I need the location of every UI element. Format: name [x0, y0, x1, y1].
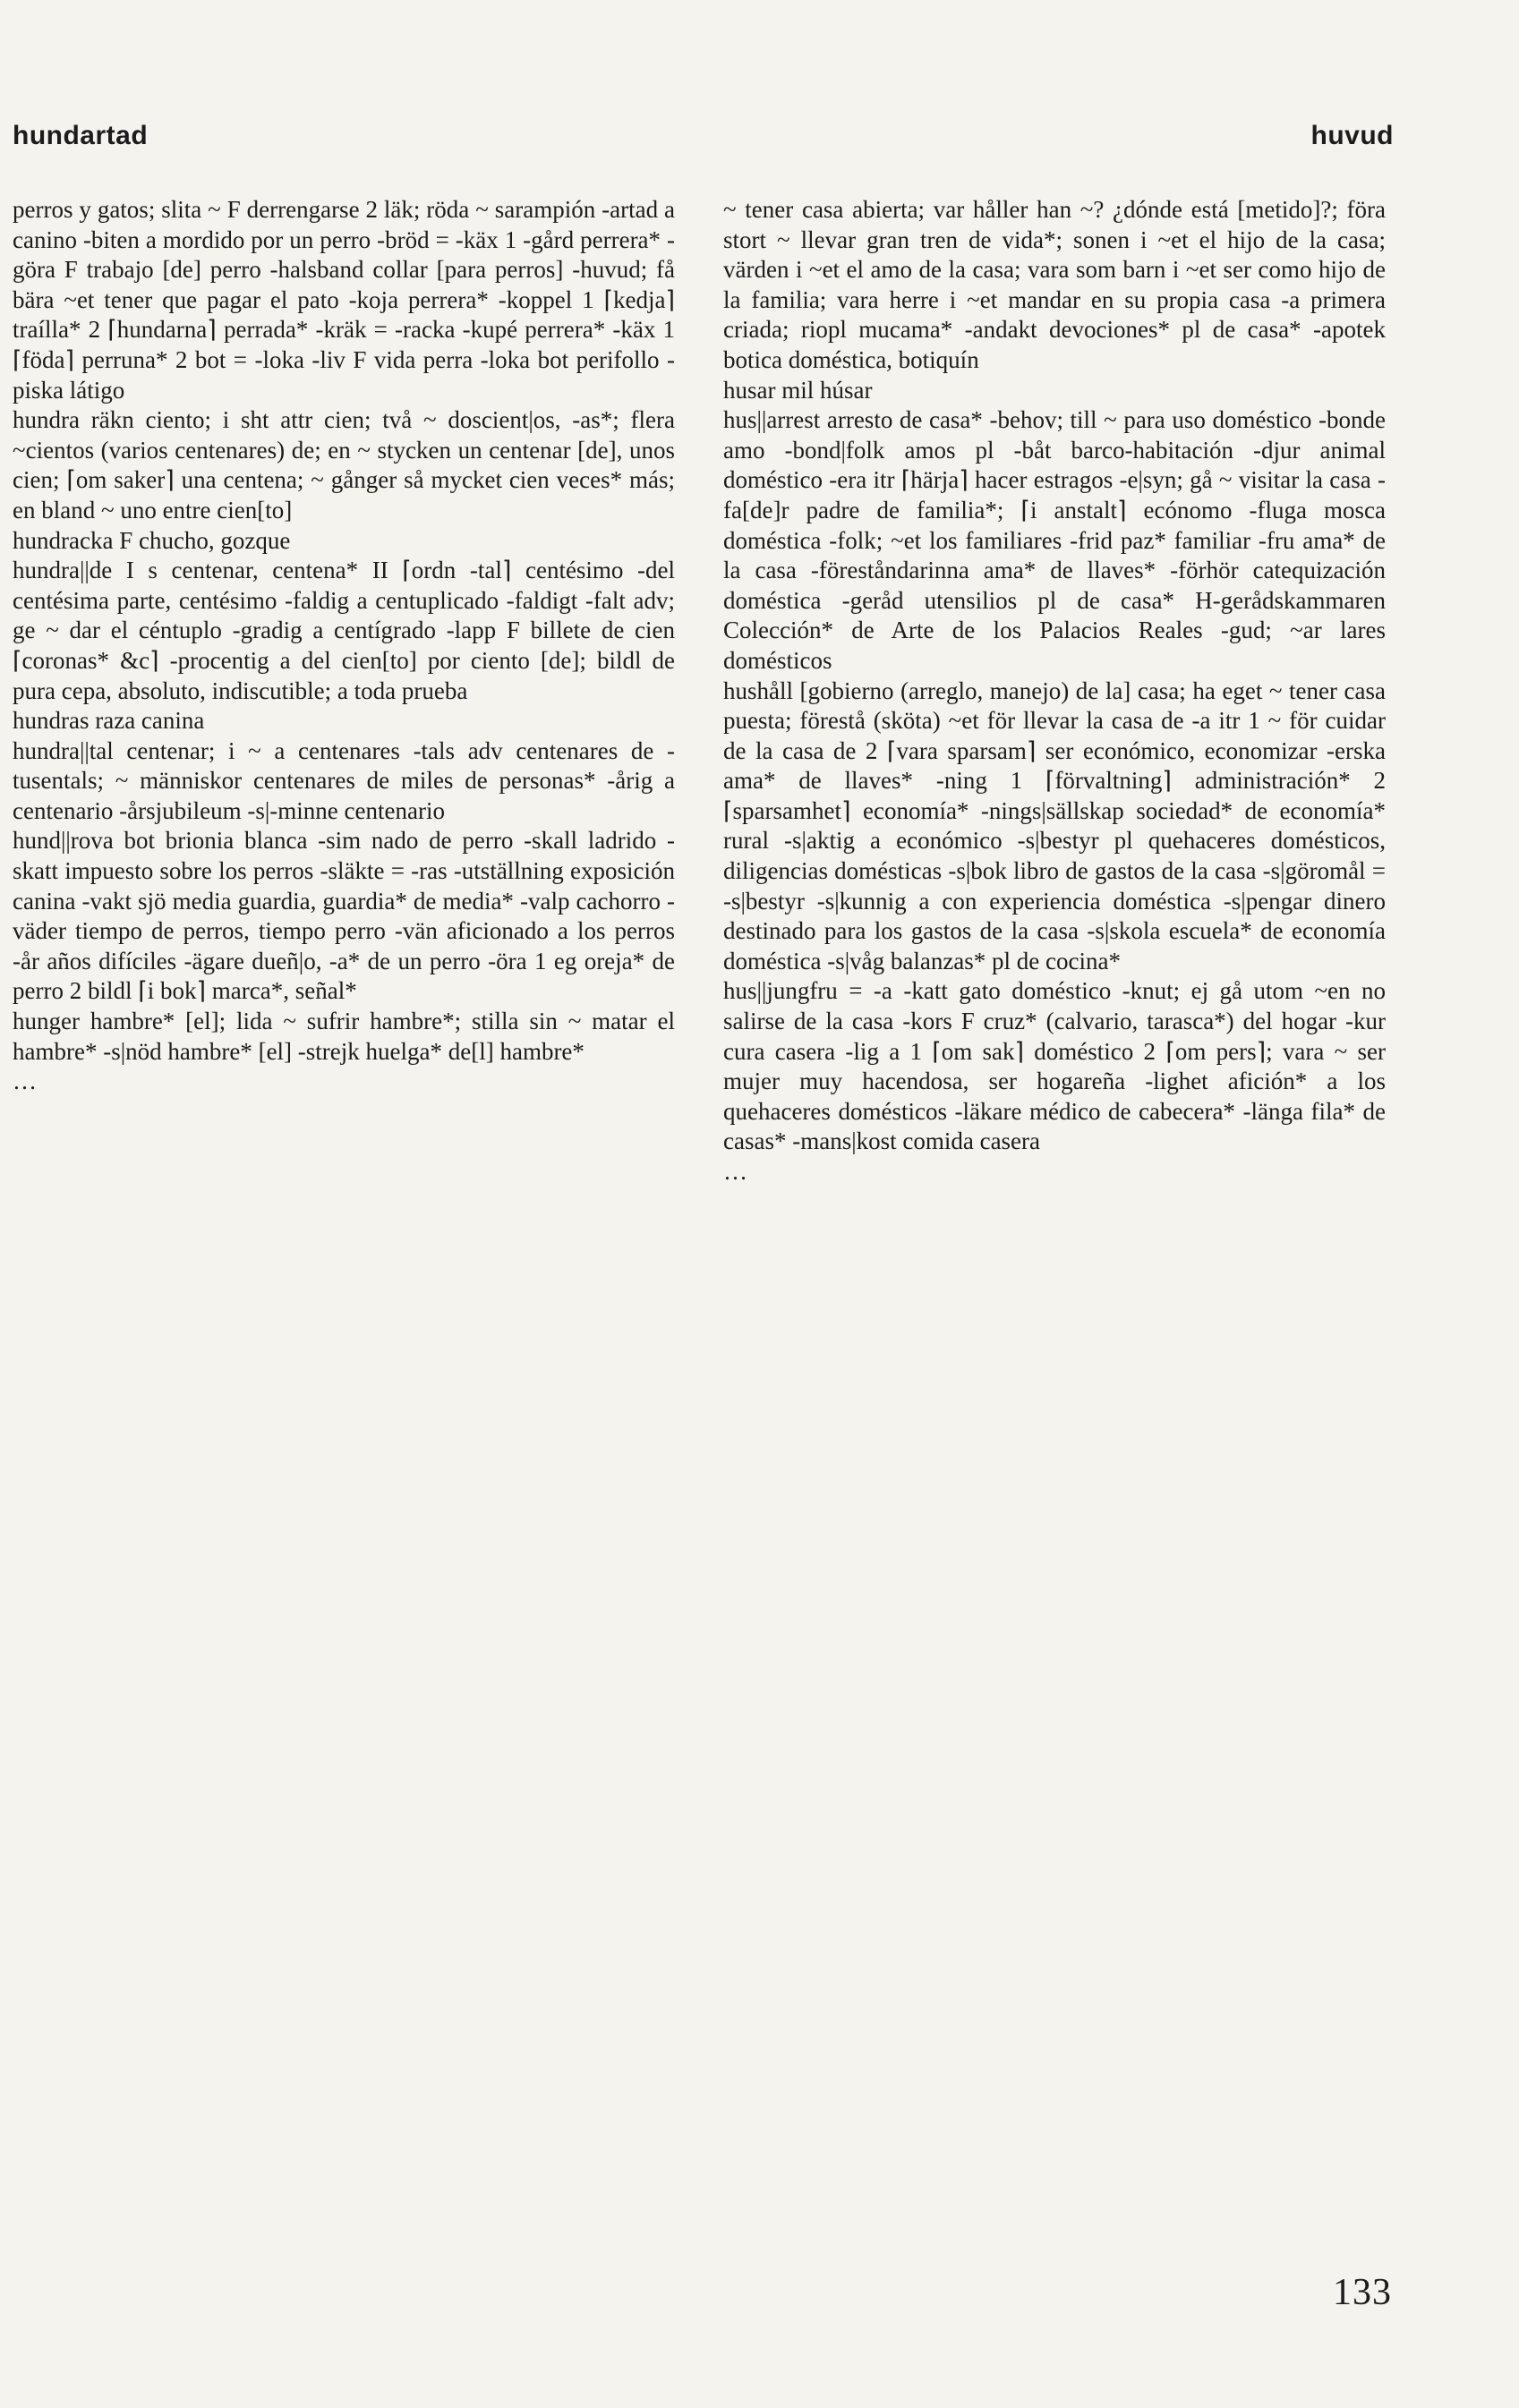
dictionary-entry: husar mil húsar [723, 376, 873, 404]
dictionary-entry: perros y gatos; slita ~ F derrengarse 2 läk; röda ~ sarampión -artad a canino -biten a mordido por un perro -bröd = -käx 1 -gård perrera* -göra F trabajo [de] perro -halsband collar [para perros] -huvud; få bära ~et tener que pagar el pato -koja perrera* -koppel 1 ⌈kedja⌉ traílla* 2 ⌈hundarna⌉ perrada* -kräk = -racka -kupé perrera* -käx 1 ⌈föda⌉ perruna* 2 bot = -loka -liv F vida perra -loka bot perifollo -piska látigo [13, 196, 675, 404]
dictionary-entry: hundra räkn ciento; i sht attr cien; två ~ doscient|os, -as*; flera ~cientos (varios centenares) de; en ~ stycken un centenar [de], unos cien; ⌈om saker⌉ una centena; ~ gånger så mycket cien veces* más; en bland ~ uno entre cien[to] [13, 406, 675, 523]
dictionary-entry: hunger hambre* [el]; lida ~ sufrir hambre*; stilla sin ~ matar el hambre* -s|nöd hambre* [el] -strejk huelga* de[l] hambre* [13, 1008, 675, 1065]
dictionary-entry: ~ tener casa abierta; var håller han ~? ¿dónde está [metido]?; föra stort ~ llevar gran tren de vida*; sonen i ~et el hijo de la casa; värden i ~et el amo de la casa; vara som barn i ~et ser como hijo de la familia; vara herre i ~et mandar en su propia casa -a primera criada; riopl mucama* -andakt devociones* pl de casa* -apotek botica doméstica, botiquín [723, 196, 1386, 373]
dictionary-entry: hus||jungfru = -a -katt gato doméstico -knut; ej gå utom ~en no salirse de la casa -kors F cruz* (calvario, tarasca*) del hogar -kur cura casera -lig a 1 ⌈om sak⌉ doméstico 2 ⌈om pers⌉; vara ~ ser mujer muy hacendosa, ser hogareña -lighet afición* a los quehaceres domésticos -läkare médico de cabecera* -länga fila* de casas* -mans|kost comida casera [723, 977, 1386, 1155]
dictionary-entry: hundra||de I s centenar, centena* II ⌈ordn -tal⌉ centésimo -del centésima parte, centésimo -faldig a centuplicado -faldigt -falt adv; ge ~ dar el céntuplo -gradig a centígrado -lapp F billete de cien ⌈coronas* &c⌉ -procentig a del cien[to] por ciento [de]; bildl de pura cepa, absoluto, indiscutible; a toda prueba [13, 557, 675, 704]
right-column [723, 195, 1386, 1187]
dictionary-entry: … [723, 1158, 747, 1185]
page-number: 133 [1333, 2272, 1392, 2313]
left-column [13, 195, 675, 1097]
dictionary-entry: hundra||tal centenar; i ~ a centenares -tals adv centenares de -tusentals; ~ människor centenares de miles de personas* -årig a centenario -årsjubileum -s|-minne centenario [13, 736, 675, 824]
right-guide-word: huvud [1310, 121, 1394, 150]
dictionary-entry: hushåll [gobierno (arreglo, manejo) de la] casa; ha eget ~ tener casa puesta; förestå (sköta) ~et för llevar la casa de -a itr 1 ~ för cuidar de la casa de 2 ⌈vara sparsam⌉ ser económico, economizar -erska ama* de llaves* -ning 1 ⌈förvaltning⌉ administración* 2 ⌈sparsamhet⌉ economía* -nings|sällskap sociedad* de economía* rural -s|aktig a económico -s|bestyr pl quehaceres domésticos, diligencias domésticas -s|bok libro de gastos de la casa -s|göromål = -s|bestyr -s|kunnig a con experiencia doméstica -s|pengar dinero destinado para los gastos de la casa -s|skola escuela* de economía doméstica -s|våg balanzas* pl de cocina* [723, 676, 1386, 974]
dictionary-entry: hundracka F chucho, gozque [13, 526, 291, 554]
dictionary-entry: hus||arrest arresto de casa* -behov; till ~ para uso doméstico -bonde amo -bond|folk amos pl -båt barco-habitación -djur animal doméstico -era itr ⌈härja⌉ hacer estragos -e|syn; gå ~ visitar la casa -fa[de]r padre de familia*; ⌈i anstalt⌉ ecónomo -fluga mosca doméstica -folk; ~et los familiares -frid paz* familiar -fru ama* de la casa -föreståndarinna ama* de llaves* -förhör catequización doméstica -geråd utensilios pl de casa* H-gerådskammaren Colección* de Arte de los Palacios Reales -gud; ~ar lares domésticos [723, 406, 1386, 674]
dictionary-entry: hundras raza canina [13, 707, 205, 735]
left-guide-word: hundartad [13, 121, 149, 150]
dictionary-entry: hund||rova bot brionia blanca -sim nado de perro -skall ladrido -skatt impuesto sobre los perros -släkte = -ras -utställning exposición canina -vakt sjö media guardia, guardia* de media* -valp cachorro -väder tiempo de perros, tiempo perro -vän aficionado a los perros -år años difíciles -ägare dueñ|o, -a* de un perro -öra 1 eg oreja* de perro 2 bildl ⌈i bok⌉ marca*, señal* [13, 827, 675, 1005]
dictionary-entry: … [13, 1068, 37, 1095]
